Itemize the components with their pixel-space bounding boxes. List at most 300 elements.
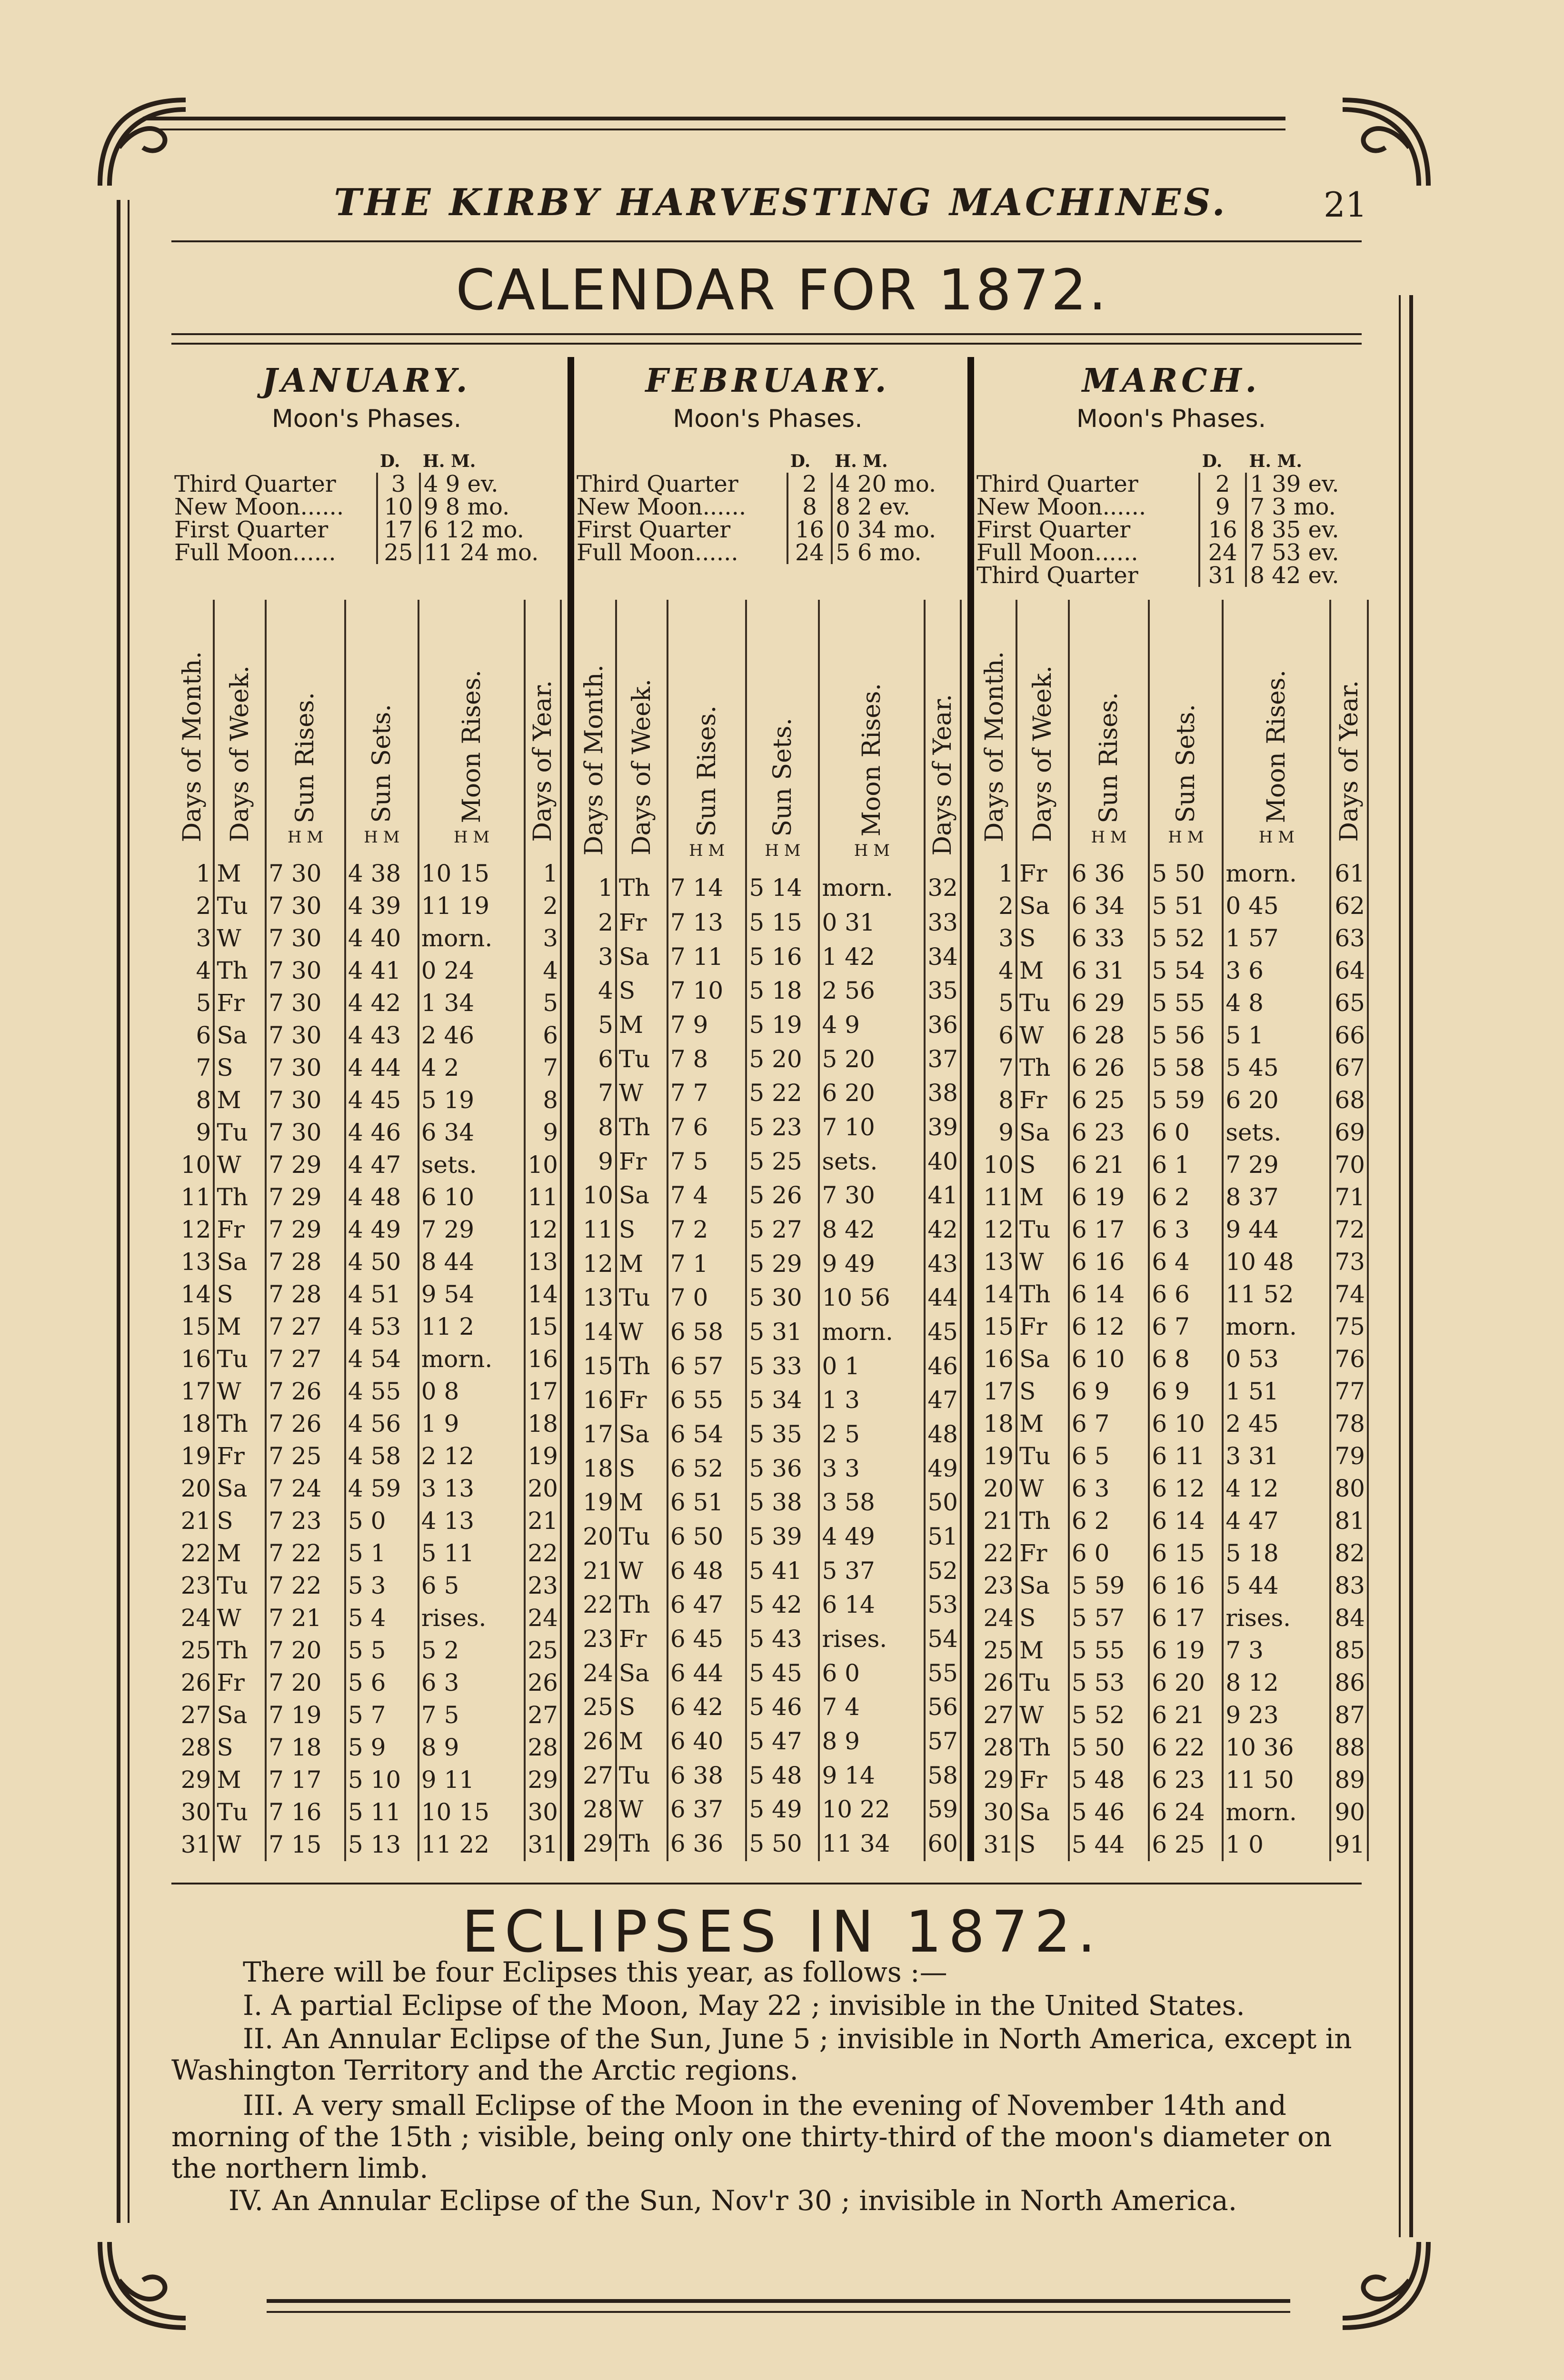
moon-rises: 4 8 [1223,987,1330,1020]
sun-sets: 5 7 [345,1699,418,1732]
day-of-year: 44 [925,1281,961,1315]
day-of-week: W [616,1315,667,1349]
corner-ornament-icon [1333,90,1438,195]
day-row [974,1440,1368,1473]
phase-day: 17 [377,518,420,541]
day-of-year: 88 [1330,1732,1368,1764]
day-of-week: Sa [1016,1343,1069,1376]
day-of-month: 27 [974,1699,1016,1732]
sun-sets: 5 35 [746,1418,819,1452]
sun-sets: 6 0 [1149,1117,1223,1149]
border-bottom-rule-inner [267,2311,1290,2313]
phase-name: Third Quarter [976,471,1138,497]
sun-sets: 5 26 [746,1179,819,1213]
day-of-week: Th [616,1588,667,1622]
day-of-year: 63 [1330,922,1368,955]
moon-rises: 6 20 [1223,1084,1330,1117]
sun-sets: 5 10 [345,1764,418,1796]
sun-sets: 5 23 [746,1111,819,1145]
day-of-year: 75 [1330,1311,1368,1343]
day-row [171,1149,561,1181]
day-of-year: 56 [925,1690,961,1725]
day-of-month: 13 [574,1281,616,1315]
sun-rises: 6 55 [667,1383,747,1418]
moon-rises: 5 18 [1223,1537,1330,1570]
day-row [974,1311,1368,1343]
phase-day: 3 [377,473,420,496]
day-of-year: 20 [525,1473,561,1505]
moon-rises: 8 37 [1223,1181,1330,1214]
day-of-month: 19 [974,1440,1016,1473]
sun-sets: 6 25 [1149,1829,1223,1861]
sun-sets: 5 22 [746,1076,819,1111]
day-of-year: 50 [925,1486,961,1520]
day-of-year: 72 [1330,1214,1368,1246]
moon-rises: 1 34 [418,987,525,1020]
moon-rises: 8 42 [819,1213,925,1247]
column-header-doy [925,600,961,860]
moon-rises: 0 8 [418,1376,525,1408]
moon-rises: 10 36 [1223,1732,1330,1764]
day-of-week: Fr [1016,1084,1069,1117]
month-separator [967,357,974,1861]
day-row [574,1315,961,1349]
sun-rises: 7 9 [667,1008,747,1042]
day-of-month: 7 [574,1076,616,1111]
day-of-year: 18 [525,1408,561,1440]
day-of-month: 10 [171,1149,214,1181]
day-of-week: S [1016,1602,1069,1635]
day-of-week: S [214,1052,266,1084]
day-of-year: 6 [525,1020,561,1052]
column-header-dom [974,600,1016,847]
day-of-month: 13 [974,1246,1016,1279]
sun-rises: 7 6 [667,1111,747,1145]
column-header-dow [1016,600,1069,847]
sun-sets: 5 39 [746,1520,819,1554]
sun-rises: 6 52 [667,1452,747,1486]
sun-sets: 5 56 [1149,1020,1223,1052]
day-row [974,1181,1368,1214]
day-of-year: 57 [925,1725,961,1759]
day-of-month: 16 [574,1383,616,1418]
day-of-year: 26 [525,1667,561,1699]
sun-rises: 6 16 [1069,1246,1149,1279]
column-header-ss [746,600,819,860]
column-header-dow [214,600,266,847]
sun-sets: 5 55 [1149,987,1223,1020]
sun-rises: 5 57 [1069,1602,1149,1635]
day-of-month: 2 [974,890,1016,922]
day-of-week: M [214,847,266,890]
phase-name: Full Moon...... [577,539,738,566]
phase-col-header: D. [790,451,811,471]
day-of-month: 1 [171,847,214,890]
moon-rises: 6 0 [819,1656,925,1691]
day-of-month: 25 [974,1635,1016,1667]
day-of-week: Tu [616,1042,667,1077]
day-row [974,1699,1368,1732]
day-row [574,1793,961,1827]
phase-row [974,564,1369,587]
phase-day: 25 [377,541,420,564]
sun-sets: 5 38 [746,1486,819,1520]
running-header: THE KIRBY HARVESTING MACHINES. [334,181,1228,224]
day-of-year: 87 [1330,1699,1368,1732]
sun-sets: 5 49 [746,1793,819,1827]
column-header-label: Days of Week. [225,665,254,843]
day-of-month: 14 [974,1279,1016,1311]
day-row [574,1554,961,1588]
moon-rises: 11 22 [418,1829,525,1861]
day-row [974,1149,1368,1181]
day-row [171,1214,561,1246]
moon-rises: 5 20 [819,1042,925,1077]
sun-rises: 6 38 [667,1759,747,1793]
sun-sets: 5 15 [746,906,819,940]
phase-col-header: H. M. [1249,451,1302,471]
moon-rises: 6 5 [418,1570,525,1602]
column-header-label: Days of Year. [928,694,957,856]
day-of-week: Sa [616,940,667,974]
sun-sets: 4 56 [345,1408,418,1440]
day-of-month: 31 [974,1829,1016,1861]
day-of-month: 9 [574,1145,616,1179]
sun-rises: 6 36 [667,1827,747,1861]
phase-time: 7 3 mo. [1250,494,1336,520]
sun-rises: 6 29 [1069,987,1149,1020]
sun-sets: 5 14 [746,860,819,906]
phase-name: New Moon...... [976,494,1146,520]
day-of-year: 85 [1330,1635,1368,1667]
day-of-week: Tu [214,1117,266,1149]
moon-rises: 7 5 [418,1699,525,1732]
day-of-week: Th [1016,1279,1069,1311]
phase-time: 8 35 ev. [1250,516,1339,543]
hm-subheader: H M [765,841,801,861]
moon-rises: 1 0 [1223,1829,1330,1861]
sun-rises: 7 22 [266,1537,345,1570]
day-of-year: 84 [1330,1602,1368,1635]
day-row [974,1602,1368,1635]
phase-time: 4 9 ev. [423,471,498,497]
sun-rises: 7 23 [266,1505,345,1537]
sun-rises: 7 4 [667,1179,747,1213]
moon-rises: 11 34 [819,1827,925,1861]
day-of-week: Tu [1016,1214,1069,1246]
day-of-year: 22 [525,1537,561,1570]
sun-sets: 5 58 [1149,1052,1223,1084]
day-of-week: S [616,1690,667,1725]
phase-day: 10 [377,496,420,518]
moon-phases-table [974,450,1369,587]
day-of-month: 17 [574,1418,616,1452]
corner-ornament-icon [90,90,195,195]
day-of-month: 19 [574,1486,616,1520]
sun-sets: 5 51 [1149,890,1223,922]
moon-rises: 3 13 [418,1473,525,1505]
day-of-month: 18 [574,1452,616,1486]
day-of-week: M [616,1725,667,1759]
day-of-week: S [1016,1829,1069,1861]
day-of-month: 6 [171,1020,214,1052]
sun-sets: 5 43 [746,1622,819,1656]
column-header-label: Sun Sets. [768,717,797,837]
day-row [171,922,561,955]
day-of-week: Tu [1016,1440,1069,1473]
day-of-week: Fr [616,1383,667,1418]
day-of-week: Tu [214,1570,266,1602]
day-of-year: 59 [925,1793,961,1827]
day-of-month: 7 [974,1052,1016,1084]
phase-time: 8 42 ev. [1250,562,1339,589]
day-of-month: 9 [974,1117,1016,1149]
column-header-label: Days of Month. [980,651,1009,843]
day-of-month: 29 [974,1764,1016,1796]
sun-rises: 7 29 [266,1214,345,1246]
moon-rises: 5 45 [1223,1052,1330,1084]
day-of-year: 4 [525,955,561,987]
day-of-year: 71 [1330,1181,1368,1214]
hm-subheader: H M [1258,828,1295,847]
sun-sets: 6 1 [1149,1149,1223,1181]
day-of-year: 33 [925,906,961,940]
sun-rises: 7 29 [266,1181,345,1214]
moon-rises: 0 24 [418,955,525,987]
day-row [171,1020,561,1052]
day-row [974,1473,1368,1505]
day-of-week: S [1016,1149,1069,1181]
day-of-year: 53 [925,1588,961,1622]
day-row [974,1214,1368,1246]
day-table [574,600,962,1861]
sun-sets: 5 47 [746,1725,819,1759]
sun-sets: 5 16 [746,940,819,974]
sun-sets: 5 19 [746,1008,819,1042]
moon-rises: 0 1 [819,1349,925,1384]
day-of-week: Fr [214,1440,266,1473]
day-of-week: M [1016,1408,1069,1440]
sun-rises: 6 48 [667,1554,747,1588]
day-row [574,1111,961,1145]
day-row [574,1247,961,1281]
moon-rises: 7 10 [819,1111,925,1145]
day-of-week: Fr [1016,847,1069,890]
phase-col-header: H. M. [835,451,888,471]
moon-rises: 3 3 [819,1452,925,1486]
day-row [574,1690,961,1725]
sun-sets: 4 46 [345,1117,418,1149]
sun-rises: 7 28 [266,1246,345,1279]
day-of-year: 76 [1330,1343,1368,1376]
moon-rises: 2 12 [418,1440,525,1473]
sun-rises: 6 37 [667,1793,747,1827]
day-of-month: 20 [574,1520,616,1554]
phase-name: New Moon...... [174,494,344,520]
sun-rises: 7 15 [266,1829,345,1861]
sun-rises: 6 31 [1069,955,1149,987]
day-row [974,1796,1368,1829]
day-of-year: 30 [525,1796,561,1829]
day-of-week: M [214,1311,266,1343]
day-of-week: W [214,1602,266,1635]
sun-rises: 7 21 [266,1602,345,1635]
hm-subheader: H M [688,841,725,861]
day-row [171,1246,561,1279]
page-number: 21 [1324,185,1367,225]
day-row [974,1052,1368,1084]
sun-sets: 4 53 [345,1311,418,1343]
day-of-month: 15 [974,1311,1016,1343]
day-of-year: 34 [925,940,961,974]
day-of-month: 30 [171,1796,214,1829]
day-of-year: 31 [525,1829,561,1861]
day-row [974,922,1368,955]
sun-sets: 5 6 [345,1667,418,1699]
sun-rises: 7 24 [266,1473,345,1505]
day-of-year: 42 [925,1213,961,1247]
moon-rises: 7 29 [1223,1149,1330,1181]
moon-rises: 1 3 [819,1383,925,1418]
day-of-month: 28 [974,1732,1016,1764]
sun-rises: 6 9 [1069,1376,1149,1408]
phase-row [574,518,962,541]
phase-row [171,473,562,496]
day-of-month: 8 [974,1084,1016,1117]
sun-rises: 5 59 [1069,1570,1149,1602]
day-of-year: 55 [925,1656,961,1691]
column-header-sr [667,600,747,860]
day-of-week: Sa [1016,1117,1069,1149]
day-row [171,955,561,987]
day-of-year: 32 [925,860,961,906]
moon-rises: 11 50 [1223,1764,1330,1796]
eclipse-item: IV. An Annular Eclipse of the Sun, Nov'r 30 ; invisible in North America. [229,2184,1237,2217]
sun-sets: 6 6 [1149,1279,1223,1311]
sun-sets: 4 45 [345,1084,418,1117]
column-header-label: Sun Rises. [1095,692,1124,823]
day-row [171,1117,561,1149]
moon-rises: 7 29 [418,1214,525,1246]
day-of-year: 16 [525,1343,561,1376]
day-of-week: W [214,1149,266,1181]
sun-sets: 6 15 [1149,1537,1223,1570]
day-of-year: 52 [925,1554,961,1588]
day-of-year: 86 [1330,1667,1368,1699]
sun-sets: 5 54 [1149,955,1223,987]
day-of-month: 16 [974,1343,1016,1376]
column-header-dom [574,600,616,860]
sun-rises: 7 1 [667,1247,747,1281]
hm-subheader: H M [854,841,890,861]
moon-rises: 4 47 [1223,1505,1330,1537]
day-of-year: 10 [525,1149,561,1181]
sun-rises: 6 26 [1069,1052,1149,1084]
day-of-week: Th [1016,1052,1069,1084]
moon-phases-label: Moon's Phases. [673,405,863,433]
day-of-year: 46 [925,1349,961,1384]
day-of-year: 70 [1330,1149,1368,1181]
moon-rises: 6 34 [418,1117,525,1149]
eclipses-intro: There will be four Eclipses this year, as follows :— [243,1956,947,1988]
moon-rises: 8 44 [418,1246,525,1279]
moon-rises: 3 58 [819,1486,925,1520]
sun-rises: 5 55 [1069,1635,1149,1667]
day-row [171,1699,561,1732]
day-of-week: Th [616,1827,667,1861]
sun-rises: 7 19 [266,1699,345,1732]
moon-rises: 9 23 [1223,1699,1330,1732]
day-row [574,1042,961,1077]
day-of-year: 24 [525,1602,561,1635]
sun-sets: 4 47 [345,1149,418,1181]
hm-subheader: H M [287,828,324,847]
sun-rises: 7 30 [266,987,345,1020]
sun-rises: 6 57 [667,1349,747,1384]
day-of-week: M [214,1764,266,1796]
day-of-week: S [214,1505,266,1537]
day-of-year: 5 [525,987,561,1020]
day-of-year: 78 [1330,1408,1368,1440]
day-of-year: 36 [925,1008,961,1042]
day-of-month: 17 [171,1376,214,1408]
sun-sets: 6 14 [1149,1505,1223,1537]
sun-rises: 7 30 [266,1052,345,1084]
phase-row [974,541,1369,564]
sun-rises: 6 34 [1069,890,1149,922]
day-of-month: 4 [974,955,1016,987]
column-header-mr [1223,600,1330,847]
day-of-year: 62 [1330,890,1368,922]
sun-rises: 7 8 [667,1042,747,1077]
day-of-week: M [616,1008,667,1042]
day-of-week: Tu [214,890,266,922]
day-row [974,1376,1368,1408]
sun-rises: 7 20 [266,1667,345,1699]
day-of-month: 19 [171,1440,214,1473]
sun-rises: 6 23 [1069,1117,1149,1149]
day-of-year: 27 [525,1699,561,1732]
column-header-dow [616,600,667,860]
day-of-month: 18 [974,1408,1016,1440]
day-row [171,1570,561,1602]
sun-sets: 5 50 [746,1827,819,1861]
day-of-month: 26 [171,1667,214,1699]
day-of-month: 11 [574,1213,616,1247]
corner-ornament-icon [1333,2232,1438,2337]
sun-rises: 5 50 [1069,1732,1149,1764]
sun-rises: 7 13 [667,906,747,940]
eclipse-item: III. A very small Eclipse of the Moon in the evening of November 14th and morning of the 15th ; visible, being only one thirty-third of the moon's diameter on the northern limb. [171,2089,1332,2184]
sun-rises: 7 30 [266,1117,345,1149]
moon-rises: morn. [819,860,925,906]
day-of-month: 9 [171,1117,214,1149]
day-of-month: 13 [171,1246,214,1279]
sun-sets: 5 13 [345,1829,418,1861]
hm-subheader: H M [364,828,400,847]
sun-sets: 6 17 [1149,1602,1223,1635]
day-of-week: Fr [1016,1537,1069,1570]
moon-phases-table [171,450,562,564]
moon-rises: 8 12 [1223,1667,1330,1699]
day-row [974,1829,1368,1861]
day-row [171,1764,561,1796]
day-of-year: 7 [525,1052,561,1084]
day-of-week: Tu [616,1759,667,1793]
sun-sets: 4 41 [345,955,418,987]
day-of-week: Sa [1016,890,1069,922]
eclipses-title: ECLIPSES IN 1872. [461,1899,1103,1965]
